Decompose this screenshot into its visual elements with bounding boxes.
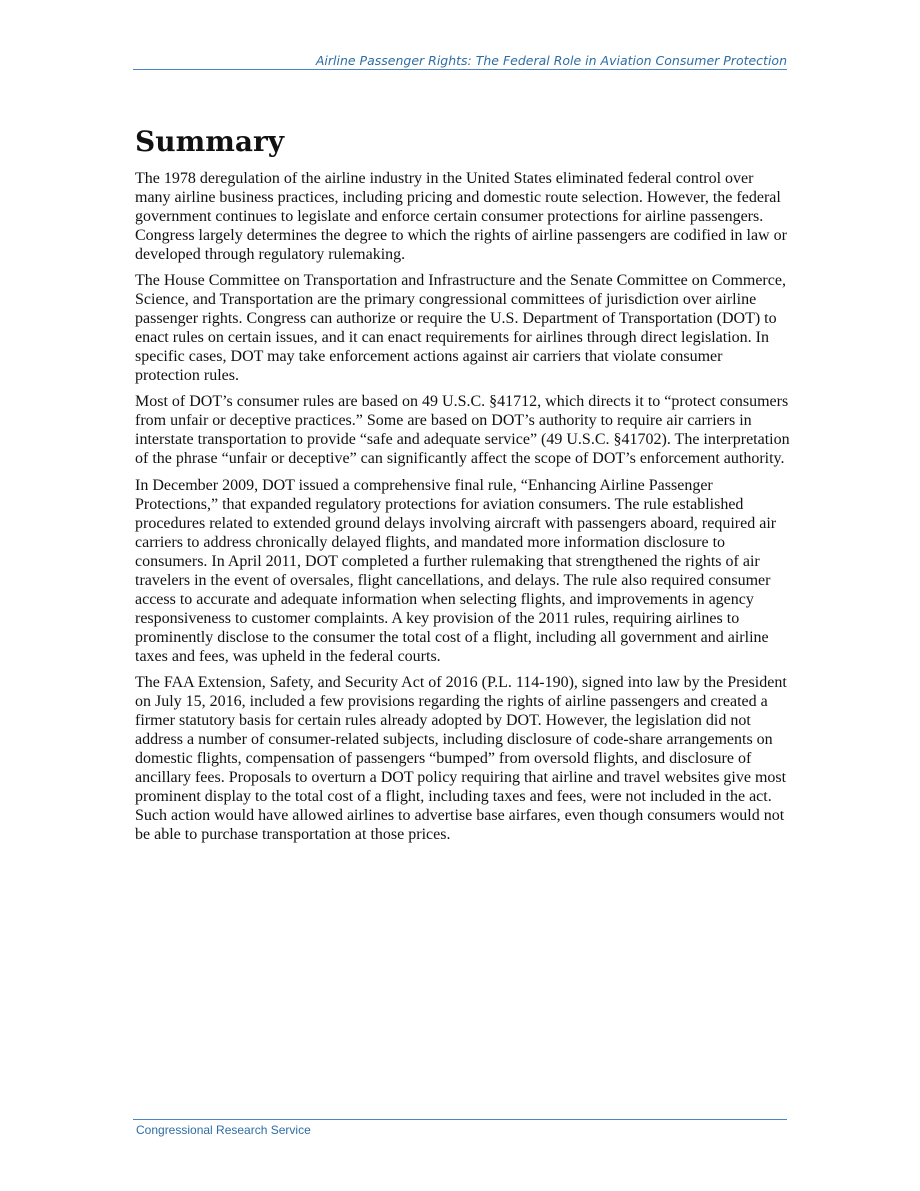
header-divider: [133, 69, 787, 70]
summary-paragraph-2: The House Committee on Transportation and Infrastructure and the Senate Committee on Commerce, Science, and Transportation are the primary congressional committees of jurisdiction over airline passenger rights. Congress can authorize or require the U.S. Department of Transportation (DOT) to enact rules on certain issues, and it can enact requirements for airlines through direct legislation. In specific cases, DOT may take enforcement actions against air carriers that violate consumer protection rules.: [135, 272, 786, 385]
summary-paragraph-1: The 1978 deregulation of the airline industry in the United States eliminated federal control over many airline business practices, including pricing and domestic route selection. However, the federal government continues to legislate and enforce certain consumer protections for airline passengers. Congress largely determines the degree to which the rights of airline passengers are codified in law or developed through regulatory rulemaking.: [135, 170, 787, 263]
footer-organization: Congressional Research Service: [136, 1123, 311, 1137]
summary-paragraph-3: Most of DOT’s consumer rules are based on 49 U.S.C. §41712, which directs it to “protect consumers from unfair or deceptive practices.” Some are based on DOT’s authority to require air carriers in interstate transportation to provide “safe and adequate service” (49 U.S.C. §41702). The interpretation of the phrase “unfair or deceptive” can significantly affect the scope of DOT’s enforcement authority.: [135, 393, 790, 468]
footer-divider: [133, 1119, 787, 1120]
section-title: Summary: [135, 125, 284, 158]
summary-body: [135, 169, 790, 851]
summary-paragraph-5: The FAA Extension, Safety, and Security Act of 2016 (P.L. 114-190), signed into law by the President on July 15, 2016, included a few provisions regarding the rights of airline passengers and created a firmer statutory basis for certain rules already adopted by DOT. However, the legislation did not address a number of consumer-related subjects, including disclosure of code-share arrangements on domestic flights, compensation of passengers “bumped” from oversold flights, and disclosure of ancillary fees. Proposals to overturn a DOT policy requiring that airline and travel websites give most prominent display to the total cost of a flight, including taxes and fees, were not included in the act. Such action would have allowed airlines to advertise base airfares, even though consumers would not be able to purchase transportation at those prices.: [135, 673, 787, 843]
running-header-title: Airline Passenger Rights: The Federal Role in Aviation Consumer Protection: [315, 53, 787, 68]
summary-paragraph-4: In December 2009, DOT issued a comprehensive final rule, “Enhancing Airline Passenger Protections,” that expanded regulatory protections for aviation consumers. The rule established procedures related to extended ground delays involving aircraft with passengers aboard, required air carriers to address chronically delayed flights, and mandated more information disclosure to consumers. In April 2011, DOT completed a further rulemaking that strengthened the rights of air travelers in the event of oversales, flight cancellations, and delays. The rule also required consumer access to accurate and adequate information when selecting flights, and improvements in agency responsiveness to customer complaints. A key provision of the 2011 rules, requiring airlines to prominently disclose to the consumer the total cost of a flight, including all government and airline taxes and fees, was upheld in the federal courts.: [135, 476, 777, 665]
